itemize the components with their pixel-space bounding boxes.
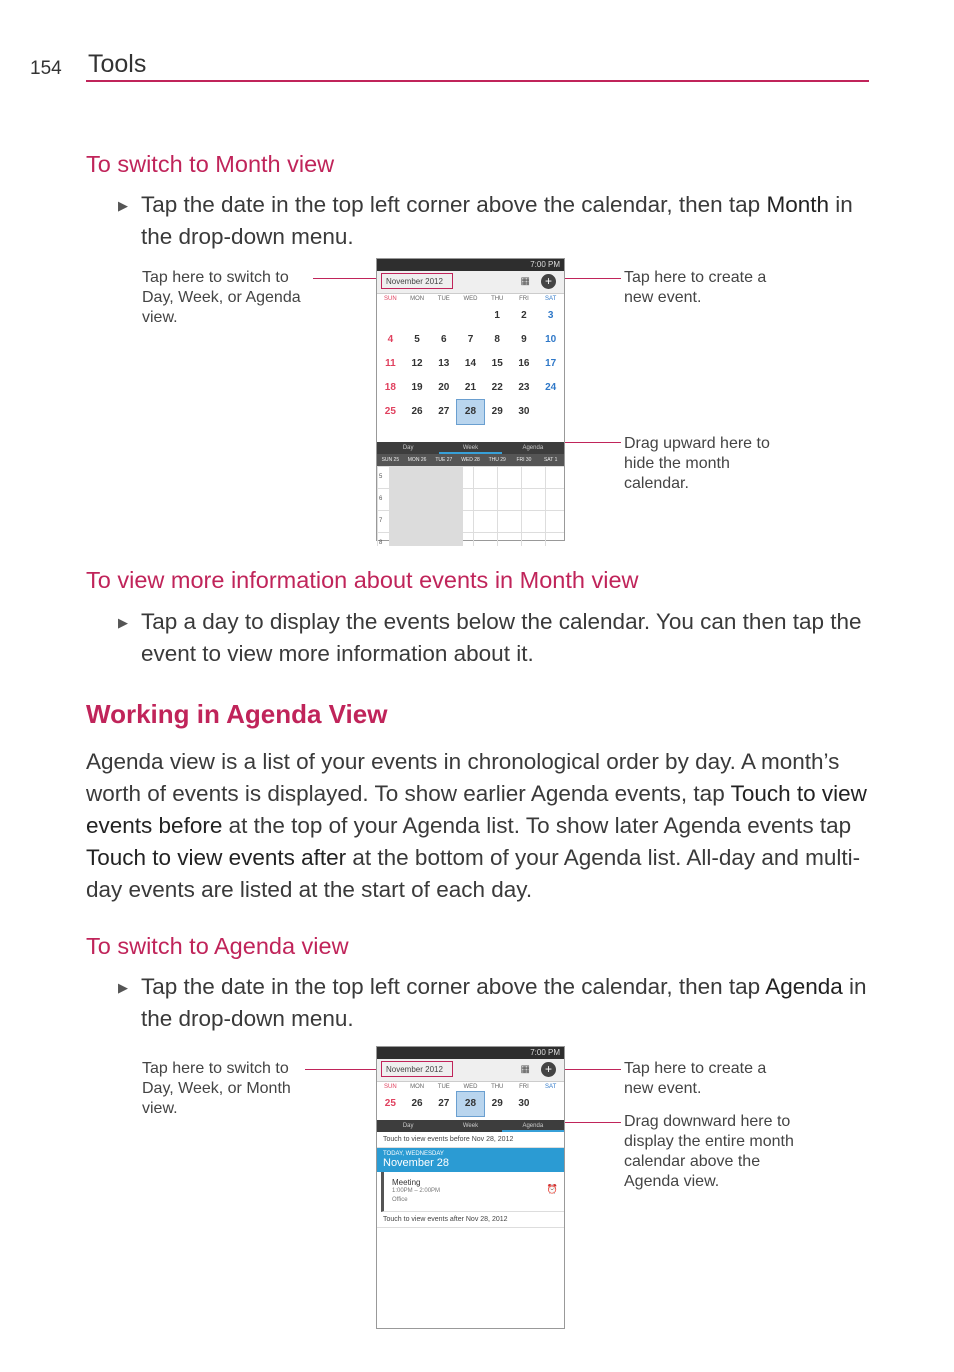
- day-cell[interactable]: 26: [411, 1098, 423, 1109]
- day-cell[interactable]: 27: [438, 406, 450, 417]
- day-cell[interactable]: 26: [411, 406, 423, 417]
- date-dropdown[interactable]: November 2012: [381, 273, 453, 289]
- day-cell[interactable]: [377, 304, 404, 328]
- agenda-event[interactable]: [381, 1172, 564, 1212]
- day-cell[interactable]: 11: [385, 358, 396, 369]
- day-cell[interactable]: 20: [438, 382, 450, 393]
- day-cell[interactable]: 24: [545, 382, 557, 393]
- new-event-icon[interactable]: +: [541, 1062, 556, 1077]
- view-events-before[interactable]: Touch to view events before Nov 28, 2012: [377, 1132, 564, 1148]
- tab-agenda[interactable]: Agenda: [522, 445, 544, 451]
- agenda-view-screenshot: [376, 1046, 565, 1329]
- page-number: 154: [30, 58, 62, 79]
- day-cell[interactable]: 3: [547, 310, 554, 321]
- day-cell[interactable]: 29: [491, 406, 503, 417]
- day-cell[interactable]: 18: [384, 382, 396, 393]
- tab-week[interactable]: Week: [439, 442, 501, 454]
- callout-drag-up: Drag upward here to hide the month calendar.: [624, 435, 770, 492]
- calendar-today-icon[interactable]: ▦: [520, 1064, 530, 1075]
- day-cell[interactable]: [404, 304, 431, 328]
- weekday-header: SUN MON TUE WED THU FRI SAT: [384, 1084, 557, 1090]
- agenda-day-header: TODAY, WEDNESDAY November 28: [377, 1148, 564, 1172]
- week-grid: [377, 466, 564, 546]
- bullet-arrow-icon: ▶: [118, 980, 128, 995]
- heading-switch-agenda: To switch to Agenda view: [86, 933, 349, 959]
- day-cell[interactable]: 7: [467, 334, 474, 345]
- day-cell[interactable]: 25: [384, 406, 396, 417]
- callout-new-event-2: Tap here to create a new event.: [624, 1060, 767, 1097]
- day-cell[interactable]: 30: [518, 1098, 530, 1109]
- heading-more-info: To view more information about events in Month view: [86, 567, 639, 593]
- tab-agenda[interactable]: Agenda: [502, 1120, 564, 1132]
- bullet-arrow-icon: ▶: [118, 615, 128, 630]
- month-term: Month: [766, 192, 829, 217]
- day-cell[interactable]: 9: [521, 334, 527, 345]
- day-cell[interactable]: 1: [494, 310, 500, 321]
- status-bar: 7:00 PM: [377, 1047, 564, 1059]
- new-event-icon[interactable]: +: [541, 274, 556, 289]
- weekday-header: SUN MON TUE WED THU FRI SAT: [384, 296, 557, 302]
- calendar-action-bar: [377, 271, 564, 294]
- month-grid: [377, 304, 564, 424]
- day-cell[interactable]: 14: [464, 358, 477, 369]
- day-cell[interactable]: [537, 400, 564, 424]
- day-cell[interactable]: 15: [491, 358, 503, 369]
- calendar-today-icon[interactable]: ▦: [520, 276, 530, 287]
- day-cell[interactable]: 19: [411, 382, 423, 393]
- event-title: Meeting: [392, 1178, 421, 1187]
- week-days-row: SUN 25 MON 26 TUE 27 WED 28 THU 29 FRI 30 SAT 1: [377, 454, 564, 466]
- chapter-title: Tools: [88, 50, 147, 78]
- month-view-screenshot: [376, 258, 565, 546]
- day-cell-today[interactable]: 28: [457, 1092, 484, 1116]
- event-time: 1:00PM – 2:00PM: [392, 1188, 441, 1194]
- touch-after-term: Touch to view events after: [86, 845, 347, 870]
- week-row-grid: [377, 1092, 564, 1116]
- heading-switch-month: To switch to Month view: [86, 151, 335, 177]
- alarm-icon: ⏰: [546, 1184, 558, 1194]
- day-cell[interactable]: 8: [494, 334, 500, 345]
- status-bar: 7:00 PM: [377, 259, 564, 271]
- callout-drag-down: Drag downward here to display the entire month calendar above the Agenda view.: [624, 1113, 794, 1190]
- day-cell[interactable]: 23: [518, 382, 530, 393]
- tab-day[interactable]: Day: [402, 1123, 414, 1129]
- day-cell[interactable]: 21: [464, 382, 477, 393]
- callout-new-event: Tap here to create a new event.: [624, 269, 767, 306]
- bullet-arrow-icon: ▶: [118, 198, 128, 213]
- day-cell[interactable]: 12: [411, 358, 423, 369]
- view-tabs: [377, 1120, 564, 1132]
- tab-week[interactable]: Week: [462, 1123, 479, 1129]
- heading-agenda-view: Working in Agenda View: [86, 699, 388, 729]
- day-cell[interactable]: 22: [491, 382, 503, 393]
- day-cell[interactable]: 13: [438, 358, 450, 369]
- calendar-action-bar: [377, 1059, 564, 1082]
- day-cell[interactable]: 17: [545, 358, 557, 369]
- agenda-paragraph: Agenda view is a list of your events in chronological order by day. A month’s worth of events is displayed. To show earlier Agenda events, tap Touch to view events before at the top of your Agenda list. To show later Agenda events tap Touch to view events after at the bottom of your Agenda list. All-day and multi-day events are listed at the start of each day.: [86, 749, 867, 902]
- day-cell[interactable]: 27: [438, 1098, 450, 1109]
- day-cell[interactable]: 30: [518, 406, 530, 417]
- agenda-term: Agenda: [765, 974, 843, 999]
- view-events-after[interactable]: Touch to view events after Nov 28, 2012: [377, 1212, 564, 1228]
- day-cell[interactable]: 5: [414, 334, 420, 345]
- hour-labels: 5 6 7 8: [379, 474, 383, 546]
- header-rule: [86, 80, 869, 82]
- bullet-switch-month: ▶ Tap the date in the top left corner above the calendar, then tap Month in the drop-down menu.: [118, 192, 853, 249]
- day-cell[interactable]: 29: [491, 1098, 503, 1109]
- touch-before-term: Touch to view events before: [86, 781, 867, 838]
- event-place: Office: [392, 1197, 408, 1203]
- day-cell[interactable]: [537, 1092, 564, 1116]
- callout-switch-view-2: Tap here to switch to Day, Week, or Month view.: [142, 1060, 291, 1117]
- day-cell[interactable]: 16: [518, 358, 530, 369]
- bullet-more-info: ▶ Tap a day to display the events below the calendar. You can then tap the event to view more information about it.: [118, 609, 862, 666]
- day-cell[interactable]: 4: [387, 334, 394, 345]
- date-dropdown[interactable]: November 2012: [381, 1061, 453, 1077]
- day-cell[interactable]: 25: [384, 1098, 396, 1109]
- bullet-switch-agenda: ▶ Tap the date in the top left corner above the calendar, then tap Agenda in the drop-down menu.: [118, 974, 867, 1031]
- day-cell[interactable]: [430, 304, 457, 328]
- day-cell[interactable]: 2: [521, 310, 527, 321]
- view-tabs: [377, 442, 564, 454]
- day-cell[interactable]: 6: [441, 334, 447, 345]
- callout-switch-view: Tap here to switch to Day, Week, or Agenda view.: [142, 269, 301, 326]
- day-cell[interactable]: 10: [545, 334, 557, 345]
- day-cell[interactable]: [457, 304, 484, 328]
- tab-day[interactable]: Day: [402, 445, 414, 451]
- day-cell-today[interactable]: 28: [457, 400, 484, 424]
